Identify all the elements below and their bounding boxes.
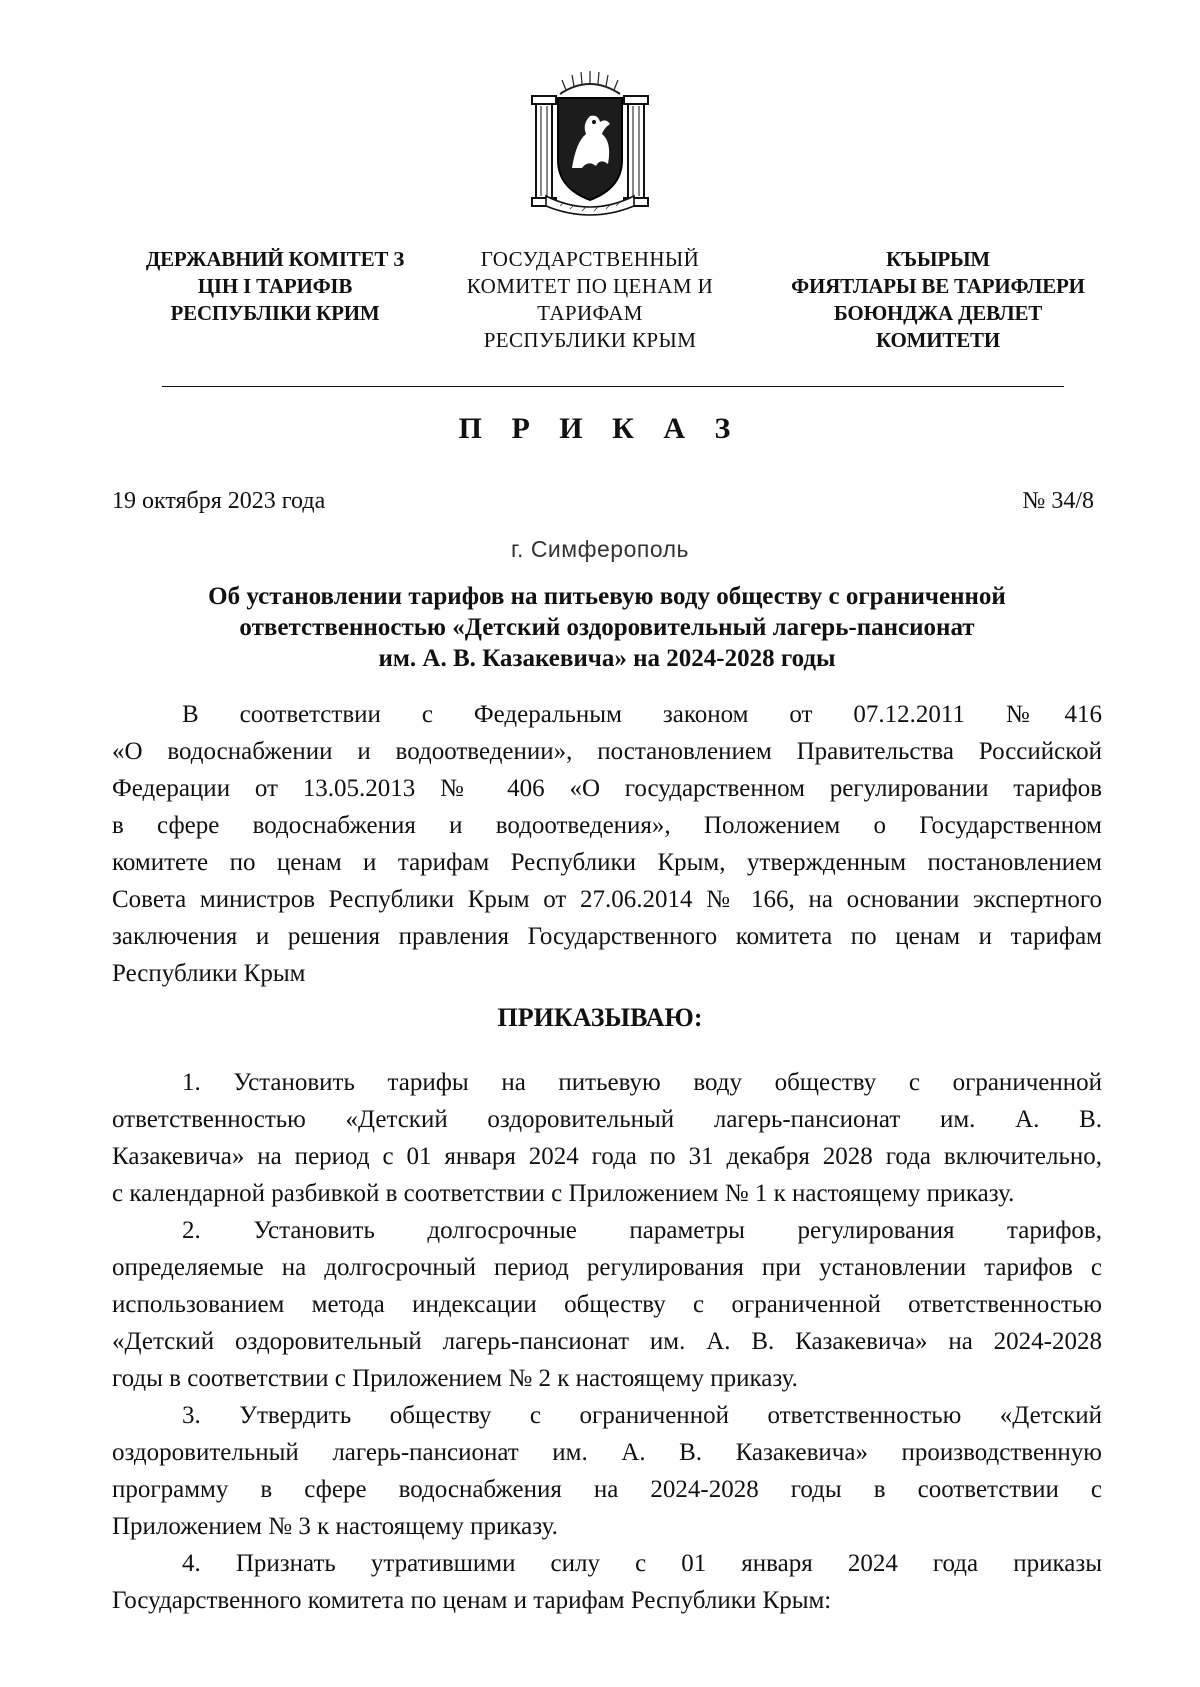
item-3-line: Приложением № 3 к настоящему приказу. (112, 1513, 558, 1540)
preamble-line: Федерации от 13.05.2013 № 406 «О государственном регулировании тарифов (112, 775, 1102, 802)
item-2-line: использованием метода индексации обществу с ограниченной ответственностью (112, 1291, 1102, 1318)
header-ua-line-2: ЦІН І ТАРИФІВ (197, 274, 353, 298)
preamble-line: Республики Крым (112, 960, 306, 987)
item-2-line: определяемые на долгосрочный период регулирования при установлении тарифов с (112, 1254, 1102, 1281)
coat-of-arms-emblem (526, 68, 654, 218)
preamble-paragraph (112, 696, 1102, 992)
header-ru-line-1: ГОСУДАРСТВЕННЫЙ (480, 247, 700, 271)
order-items (112, 1064, 1102, 1619)
preamble-line: комитете по ценам и тарифам Республики Крым, утвержденным постановлением (112, 849, 1102, 876)
preamble-line: заключения и решения правления Государственного комитета по ценам и тарифам (112, 923, 1102, 950)
document-date: 19 октября 2023 года (112, 488, 326, 514)
header-ct-line-3: БОЮНДЖА ДЕВЛЕТ (833, 301, 1043, 325)
item-3-line: 3. Утвердить обществу с ограниченной ответственностью «Детский (182, 1402, 1102, 1429)
preamble-line: «О водоснабжении и водоотведении», постановлением Правительства Российской (112, 738, 1102, 765)
document-type-title: П Р И К А З (458, 412, 742, 445)
issuer-header (110, 246, 1100, 366)
header-ru-line-3: ТАРИФАМ (537, 301, 643, 325)
header-ru-line-4: РЕСПУБЛИКИ КРЫМ (483, 328, 697, 352)
item-2-line: «Детский оздоровительный лагерь-пансионат им. А. В. Казакевича» на 2024-2028 (112, 1328, 1102, 1355)
header-ru-line-2: КОМИТЕТ ПО ЦЕНАМ И (466, 274, 714, 298)
subject-line: Об установлении тарифов на питьевую воду обществу с ограниченной (208, 583, 1006, 610)
item-1-line: 1. Установить тарифы на питьевую воду обществу с ограниченной (182, 1069, 1102, 1096)
header-crimean-tatar (778, 246, 1098, 354)
header-ua-line-1: ДЕРЖАВНИЙ КОМІТЕТ З (145, 247, 405, 271)
subject-line: ответственностью «Детский оздоровительный лагерь-пансионат (239, 614, 975, 641)
header-ct-line-2: ФИЯТЛАРЫ ВЕ ТАРИФЛЕРИ (791, 274, 1085, 298)
header-divider (162, 386, 1064, 387)
subject-line: им. А. В. Казакевича» на 2024-2028 годы (378, 645, 836, 672)
header-ua-line-3: РЕСПУБЛІКИ КРИМ (170, 301, 380, 325)
order-word-heading: ПРИКАЗЫВАЮ: (497, 1003, 703, 1032)
item-4-line: Государственного комитета по ценам и тарифам Республики Крым: (112, 1587, 832, 1614)
document-subject (112, 581, 1102, 674)
header-ct-line-4: КОМИТЕТИ (876, 328, 1000, 352)
preamble-line: В соответствии с Федеральным законом от 07.12.2011 №416 (182, 701, 1102, 728)
item-2-line: годы в соответствии с Приложением № 2 к настоящему приказу. (112, 1365, 798, 1392)
header-ct-line-1: КЪЫРЫМ (886, 247, 990, 271)
item-1-line: Казакевича» на период с 01 января 2024 года по 31 декабря 2028 года включительно, (112, 1143, 1102, 1170)
item-3-line: программу в сфере водоснабжения на 2024-2028 годы в соответствии с (112, 1476, 1102, 1503)
header-russian (440, 246, 740, 354)
preamble-line: Совета министров Республики Крым от 27.06.2014 № 166, на основании экспертного (112, 886, 1102, 913)
document-number: № 34/8 (1022, 488, 1094, 514)
item-3-line: оздоровительный лагерь-пансионат им. А. В. Казакевича» производственную (112, 1439, 1102, 1466)
header-ukrainian (130, 246, 420, 327)
item-2-line: 2. Установить долгосрочные параметры регулирования тарифов, (182, 1217, 1102, 1244)
preamble-line: в сфере водоснабжения и водоотведения», Положением о Государственном (112, 812, 1102, 839)
item-1-line: с календарной разбивкой в соответствии с Приложением № 1 к настоящему приказу. (112, 1180, 1015, 1207)
item-1-line: ответственностью «Детский оздоровительный лагерь-пансионат им. А. В. (112, 1106, 1102, 1133)
item-4-line: 4. Признать утратившими силу с 01 января 2024 года приказы (182, 1550, 1102, 1577)
document-city: г. Симферополь (510, 536, 690, 562)
